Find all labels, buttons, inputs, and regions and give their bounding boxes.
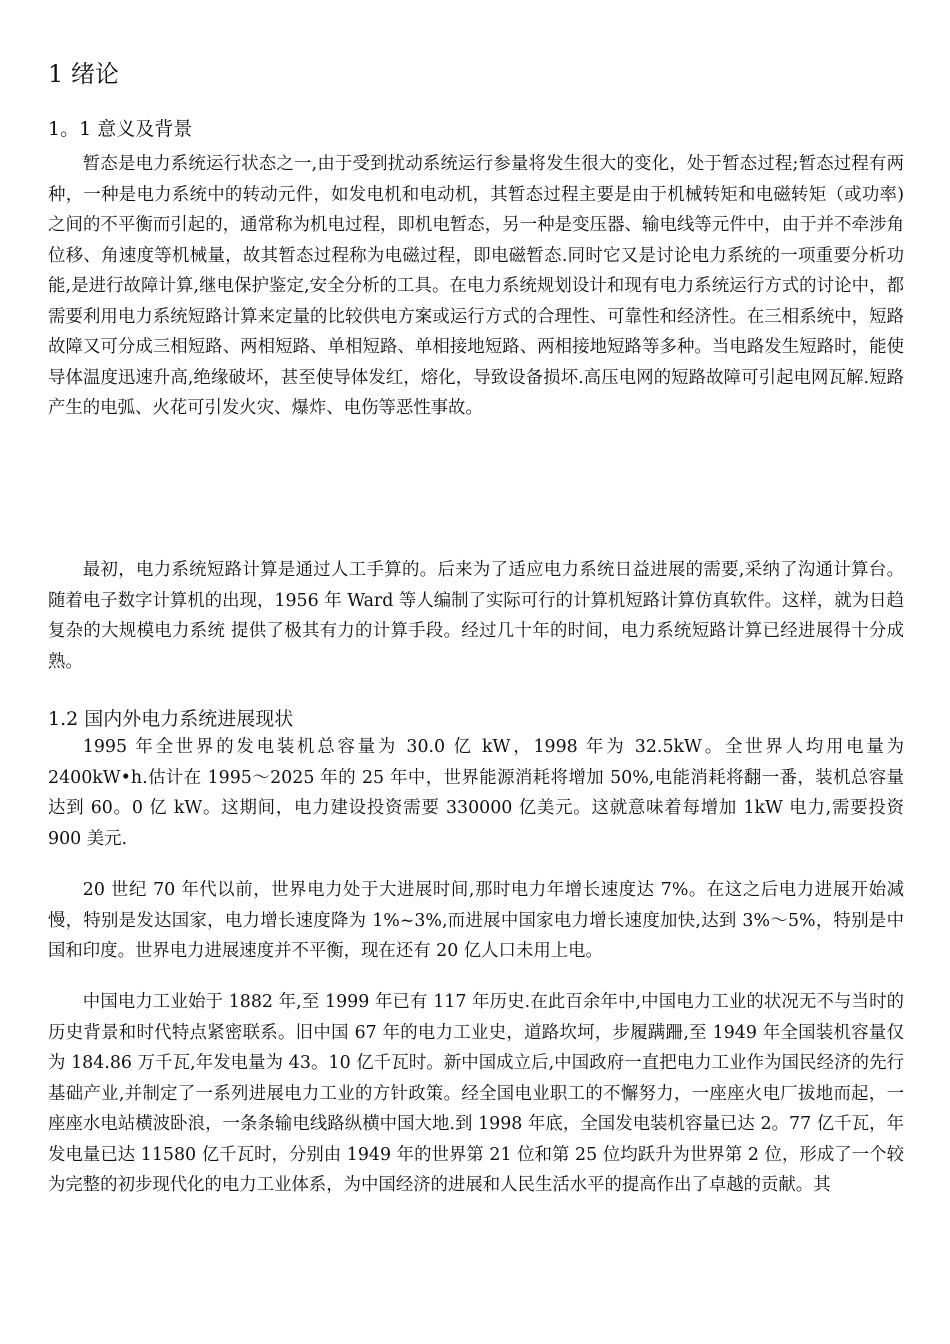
chapter-title: 1 绪论 bbox=[48, 60, 119, 88]
section-title-1-1: 1。1 意义及背景 bbox=[48, 118, 193, 140]
section-title-1-2: 1.2 国内外电力系统进展现状 bbox=[48, 708, 294, 730]
paragraph-growth-rate: 20 世纪 70 年代以前，世界电力处于大进展时间,那时电力年增长速度达 7%。在这之后电力进展开始减慢，特别是发达国家，电力增长速度降为 1%~3%,而进展中国家电力增长速度加快,达到 3%～5%，特别是中国和印度。世界电力进展速度并不平衡，现在还有 20 亿人口未用上电。 bbox=[48, 880, 904, 961]
paragraph-china-power: 中国电力工业始于 1882 年,至 1999 年已有 117 年历史.在此百余年中,中国电力工业的状况无不与当时的历史背景和时代特点紧密联系。旧中国 67 年的电力工业史，道路坎坷，步履蹒跚,至 1949 年全国装机容量仅为 184.86 万千瓦,年发电量为 43。10 亿千瓦时。新中国成立后,中国政府一直把电力工业作为国民经济的先行基础产业,并制定了一系列进展电力工业的方针政策。经全国电业职工的不懈努力，一座座火电厂拔地而起，一座座水电站横波卧浪，一条条输电线路纵横中国大地.到 1998 年底，全国发电装机容量已达 2。77 亿千瓦，年发电量已达 11580 亿千瓦时，分别由 1949 年的世界第 21 位和第 25 位均跃升为世界第 2 位，形成了一个较为完整的初步现代化的电力工业体系，为中国经济的进展和人民生活水平的提高作出了卓越的贡献。其 bbox=[48, 992, 904, 1195]
paragraph-world-capacity: 1995 年全世界的发电装机总容量为 30.0 亿 kW，1998 年为 32.5kW。全世界人均用电量为 2400kW•h.估计在 1995～2025 年的 25 年中，世界能源消耗将增加 50%,电能消耗将翻一番，装机总容量达到 60。0 亿 kW。这期间，电力建设投资需要 330000 亿美元。这就意味着每增加 1kW 电力,需要投资 900 美元. bbox=[48, 737, 904, 849]
paragraph-transient-background: 暂态是电力系统运行状态之一,由于受到扰动系统运行参量将发生很大的变化，处于暂态过程;暂态过程有两种，一种是电力系统中的转动元件，如发电机和电动机，其暂态过程主要是由于机械转矩和电磁转矩（或功率)之间的不平衡而引起的，通常称为机电过程，即机电暂态，另一种是变压器、输电线等元件中，由于并不牵涉角位移、角速度等机械量，故其暂态过程称为电磁过程，即电磁暂态.同时它又是讨论电力系统的一项重要分析功能,是进行故障计算,继电保护鉴定,安全分析的工具。在电力系统规划设计和现有电力系统运行方式的讨论中，都需要利用电力系统短路计算来定量的比较供电方案或运行方式的合理性、可靠性和经济性。在三相系统中，短路故障又可分成三相短路、两相短路、单相短路、单相接地短路、两相接地短路等多种。当电路发生短路时，能使导体温度迅速升高,绝缘破坏，甚至使导体发红，熔化，导致设备损坏.高压电网的短路故障可引起电网瓦解.短路产生的电弧、火花可引发火灾、爆炸、电伤等恶性事故。 bbox=[48, 154, 904, 418]
paragraph-short-circuit-history: 最初，电力系统短路计算是通过人工手算的。后来为了适应电力系统日益进展的需要,采纳了沟通计算台。随着电子数字计算机的出现，1956 年 Ward 等人编制了实际可行的计算机短路计算仿真软件。这样，就为日趋复杂的大规模电力系统 提供了极其有力的计算手段。经过几十年的时间，电力系统短路计算已经进展得十分成熟。 bbox=[48, 560, 904, 672]
